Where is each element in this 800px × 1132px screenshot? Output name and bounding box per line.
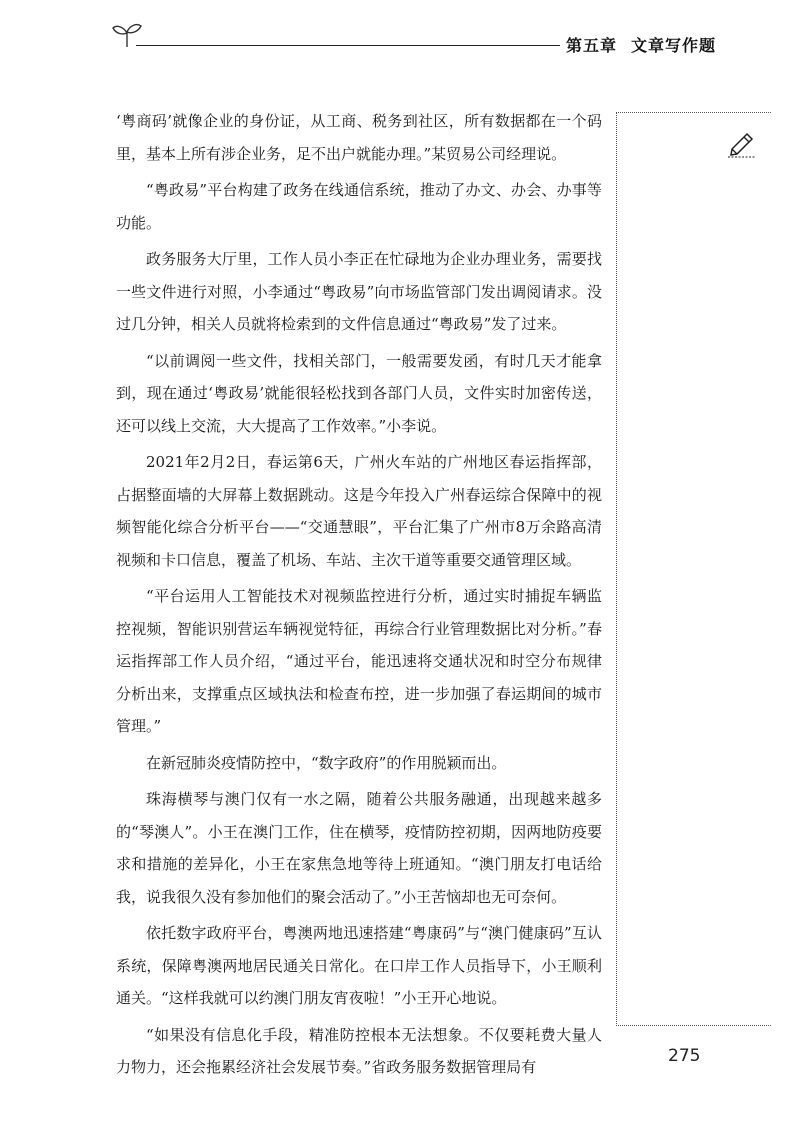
paragraph: “平台运用人工智能技术对视频监控进行分析，通过实时捕捉车辆监控视频，智能识别营运车辆视觉特征，再综合行业管理数据比对分析。”春运指挥部工作人员介绍，“通过平台，能迅速将交通状况和时空分布规律分析出来，支撑重点区域执法和检查布控，进一步加强了春运期间的城市管理。” xyxy=(116,587,602,735)
header-rule xyxy=(136,45,560,46)
paragraph: 在新冠肺炎疫情防控中，“数字政府”的作用脱颖而出。 xyxy=(146,753,507,772)
paragraph: ‘粤商码’就像企业的身份证，从工商、税务到社区，所有数据都在一个码里，基本上所有涉企业务，足不出户就能办理。”某贸易公司经理说。 xyxy=(116,112,602,163)
chapter-number: 第五章 xyxy=(566,36,618,55)
paragraph: 珠海横琴与澳门仅有一水之隔，随着公共服务融通，出现越来越多的“琴澳人”。小王在澳门工作，住在横琴，疫情防控初期，因两地防疫要求和措施的差异化，小王在家焦急地等待上班通知。“澳门朋友打电话给我，说我很久没有参加他们的聚会活动了。”小王苦恼却也无可奈何。 xyxy=(116,790,602,906)
chapter-title xyxy=(566,33,716,56)
notes-margin-box xyxy=(616,112,771,1026)
sprout-icon xyxy=(112,20,142,48)
body-text xyxy=(116,105,602,1088)
paragraph: 依托数字政府平台，粤澳两地迅速搭建“粤康码”与“澳门健康码”互认系统，保障粤澳两地居民通关日常化。在口岸工作人员指导下，小王顺利通关。“这样我就可以约澳门朋友宵夜啦！”小王开心地说。 xyxy=(116,924,602,1007)
paragraph: “如果没有信息化手段，精准防控根本无法想象。不仅要耗费大量人力物力，还会拖累经济社会发展节奏。”省政务服务数据管理局有 xyxy=(116,1025,602,1076)
paragraph: “以前调阅一些文件，找相关部门，一般需要发函，有时几天才能拿到，现在通过‘粤政易’就能很轻松找到各部门人员，文件实时加密传送，还可以线上交流，大大提高了工作效率。”小李说。 xyxy=(116,351,602,435)
pencil-icon xyxy=(726,128,758,158)
page-header xyxy=(0,0,800,60)
paragraph: 2021年2月2日，春运第6天，广州火车站的广州地区春运指挥部，占据整面墙的大屏幕上数据跳动。这是今年投入广州春运综合保障中的视频智能化综合分析平台——“交通慧眼”，平台汇集了广州市8万余路高清视频和卡口信息，覆盖了机场、车站、主次干道等重要交通管理区域。 xyxy=(116,453,602,569)
paragraph: 政务服务大厅里，工作人员小李正在忙碌地为企业办理业务，需要找一些文件进行对照，小李通过“粤政易”向市场监管部门发出调阅请求。没过几分钟，相关人员就将检索到的文件信息通过“粤政易”发了过来。 xyxy=(116,250,602,333)
page-number: 275 xyxy=(668,1046,701,1066)
paragraph: “粤政易”平台构建了政务在线通信系统，推动了办文、办会、办事等功能。 xyxy=(116,181,602,232)
section-title: 文章写作题 xyxy=(631,36,717,55)
